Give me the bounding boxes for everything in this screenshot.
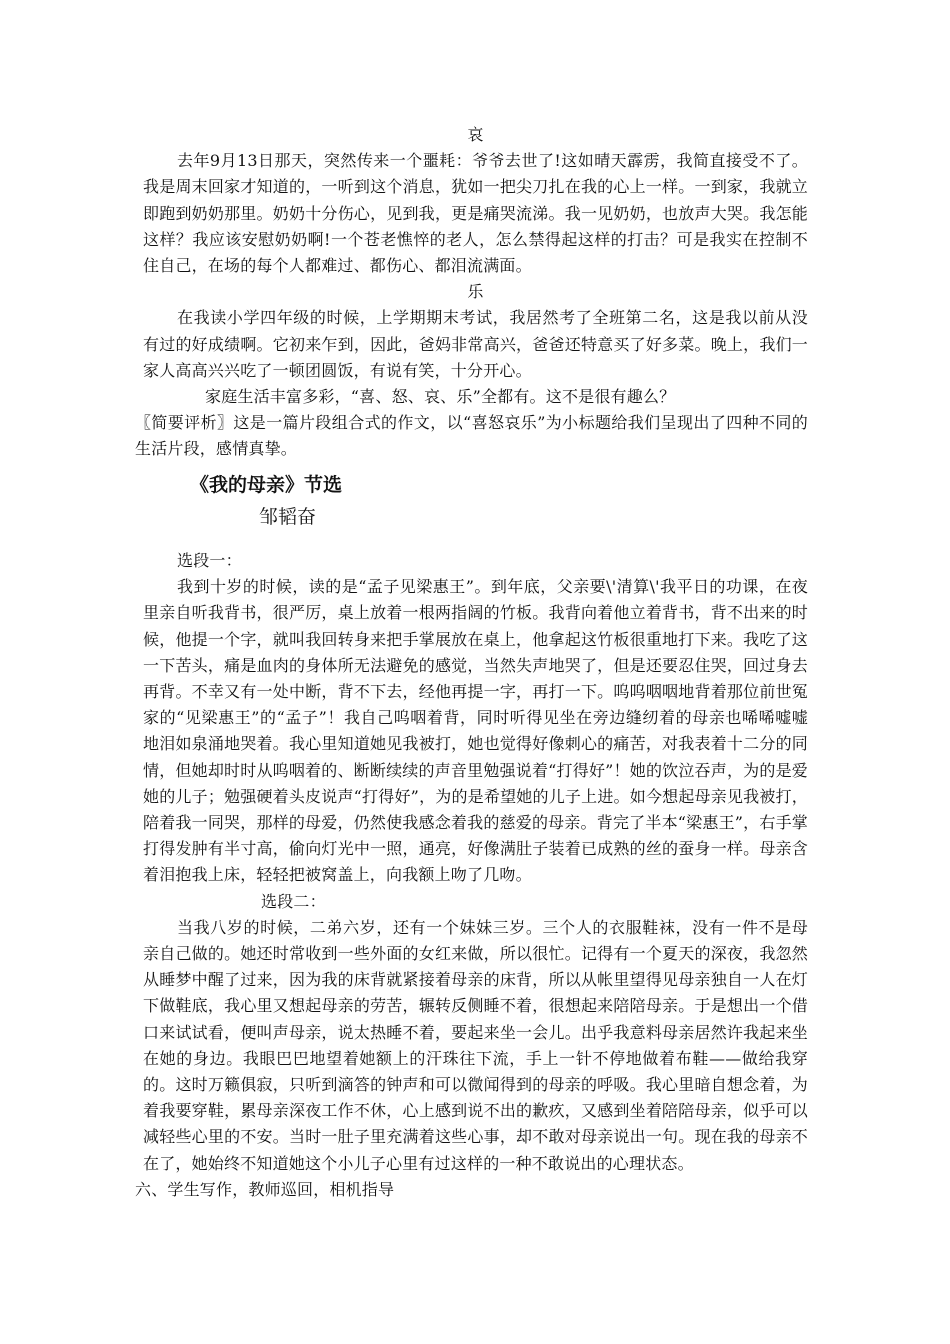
essay-title: 《我的母亲》节选 [190, 474, 343, 496]
section-top [135, 122, 808, 463]
paragraph-le: 在我读小学四年级的时候，上学期期末考试，我居然考了全班第二名，这是我以前从没有过的好成绩啊。它初来乍到，因此，爸妈非常高兴，爸爸还特意买了好多菜。晚上，我们一家人高高兴兴吃了一顿团圆饭，有说有笑，十分开心。 [143, 308, 808, 380]
paragraph-ai: 去年9月13日那天，突然传来一个噩耗：爷爷去世了!这如晴天霹雳，我简直接受不了。我是周末回家才知道的，一听到这个消息，犹如一把尖刀扎在我的心上一样。一到家，我就立即跑到奶奶那里。奶奶十分伤心，见到我，更是痛哭流涕。我一见奶奶，也放声大哭。我怎能这样？我应该安慰奶奶啊!一个苍老憔悴的老人，怎么禁得起这样的打击？可是我实在控制不住自己，在场的每个人都难过、都伤心、都泪流满面。 [143, 151, 808, 276]
excerpt1-label: 选段一： [177, 551, 242, 570]
subheading-ai: 哀 [467, 125, 484, 144]
excerpt1-text: 我到十岁的时候，读的是“孟子见梁惠王”。到年底，父亲要\'清算\'我平日的功课，在夜里亲自听我背书，很严厉，桌上放着一根两指阔的竹板。我背向着他立着背书，背不出来的时候，他提一个字，就叫我回转身来把手掌展放在桌上，他拿起这竹板很重地打下来。我吃了这一下苦头，痛是血肉的身体所无法避免的感觉，当然失声地哭了，但是还要忍住哭，回过身去再背。不幸又有一处中断，背不下去，经他再提一字，再打一下。呜呜咽咽地背着那位前世冤家的“见梁惠王”的“孟子”！我自己呜咽着背，同时听得见坐在旁边缝纫着的母亲也唏唏嘘嘘地泪如泉涌地哭着。我心里知道她见我被打，她也觉得好像刺心的痛苦，对我表着十二分的同情，但她却时时从呜咽着的、断断续续的声音里勉强说着“打得好”！她的饮泣吞声，为的是爱她的儿子；勉强硬着头皮说声“打得好”，为的是希望她的儿子上进。如今想起母亲见我被打，陪着我一同哭，那样的母爱，仍然使我感念着我的慈爱的母亲。背完了半本“梁惠王”，右手掌打得发肿有半寸高，偷向灯光中一照，通亮，好像满肚子装着已成熟的丝的蚕身一样。母亲含着泪抱我上床，轻轻把被窝盖上，向我额上吻了几吻。 [143, 577, 808, 885]
section-excerpts [135, 548, 808, 1203]
subheading-le: 乐 [467, 282, 484, 302]
essay-author: 邹韬奋 [259, 506, 317, 528]
excerpt2-label: 选段二： [261, 891, 326, 911]
excerpt2-text: 当我八岁的时候，二弟六岁，还有一个妹妹三岁。三个人的衣服鞋袜，没有一件不是母亲自己做的。她还时常收到一些外面的女红来做，所以很忙。记得有一个夏天的深夜，我忽然从睡梦中醒了过来，因为我的床背就紧接着母亲的床背，所以从帐里望得见母亲独自一人在灯下做鞋底，我心里又想起母亲的劳苦，辗转反侧睡不着，很想起来陪陪母亲。于是想出一个借口来试试看，便叫声母亲，说太热睡不着，要起来坐一会儿。出乎我意料母亲居然许我起来坐在她的身边。我眼巴巴地望着她额上的汗珠往下流，手上一针不停地做着布鞋——做给我穿的。这时万籁俱寂，只听到滴答的钟声和可以微闻得到的母亲的呼吸。我心里暗自想念着，为着我要穿鞋，累母亲深夜工作不休，心上感到说不出的歉疚，又感到坐着陪陪母亲，似乎可以减轻些心里的不安。当时一肚子里充满着这些心事，却不敢对母亲说出一句。现在我的母亲不在了，她始终不知道她这个小儿子心里有过这样的一种不敢说出的心理状态。 [143, 917, 808, 1173]
teaching-step: 六、学生写作，教师巡回，相机指导 [135, 1179, 395, 1199]
conclusion-paragraph: 家庭生活丰富多彩，“喜、怒、哀、乐”全都有。这不是很有趣么？ [205, 387, 676, 407]
review-paragraph: 〖简要评析〗这是一篇片段组合式的作文，以“喜怒哀乐”为小标题给我们呈现出了四种不同的生活片段，感情真挚。 [135, 413, 808, 459]
